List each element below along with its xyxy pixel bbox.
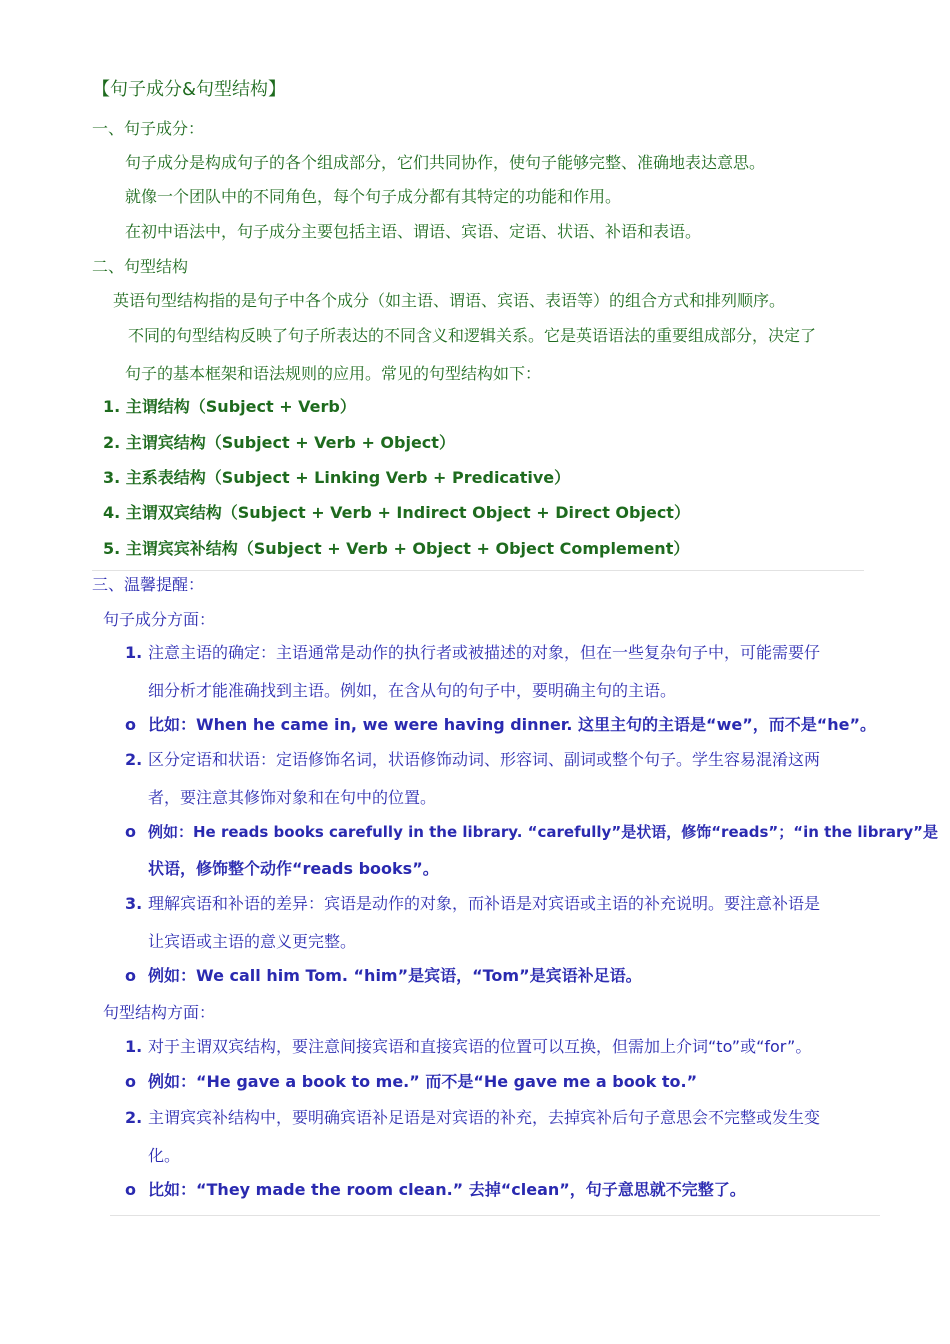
tip1-number: 1. — [125, 643, 143, 662]
sub2-tip2-line-1: 主谓宾宾补结构中，要明确宾语补足语是对宾语的补充，去掉宾补后句子意思会不完整或发生变 — [148, 1108, 821, 1127]
example2-line-1: 例如：He reads books carefully in the library. “carefully”是状语，修饰“reads”；“in the library”是 — [148, 823, 938, 841]
structure-item-2: 2. 主谓宾结构（Subject + Verb + Object） — [103, 433, 455, 452]
tip2-number: 2. — [125, 750, 143, 769]
tip3-number: 3. — [125, 894, 143, 913]
section2-heading: 二、句型结构 — [92, 257, 189, 276]
tip3-line-1: 理解宾语和补语的差异：宾语是动作的对象，而补语是对宾语或主语的补充说明。要注意补语是 — [148, 894, 821, 913]
sub2-example2-bullet: o — [125, 1180, 136, 1199]
divider-bottom — [110, 1215, 880, 1216]
sub2-heading: 句型结构方面： — [103, 1003, 216, 1022]
example3-bullet: o — [125, 966, 136, 985]
example2-line-2: 状语，修饰整个动作“reads books”。 — [148, 859, 439, 878]
structure-item-5: 5. 主谓宾宾补结构（Subject + Verb + Object + Object Complement） — [103, 539, 690, 558]
section3-heading: 三、温馨提醒： — [92, 575, 205, 594]
section2-para-2-line-1: 不同的句型结构反映了句子所表达的不同含义和逻辑关系。它是英语语法的重要组成部分，决定了 — [128, 326, 817, 345]
tip3-line-2: 让宾语或主语的意义更完整。 — [148, 932, 357, 951]
tip1-line-2: 细分析才能准确找到主语。例如，在含从句的句子中，要明确主句的主语。 — [148, 681, 677, 700]
tip2-line-2: 者，要注意其修饰对象和在句中的位置。 — [148, 788, 437, 807]
sub2-tip1: 对于主谓双宾结构，要注意间接宾语和直接宾语的位置可以互换，但需加上介词“to”或“for”。 — [148, 1037, 812, 1056]
example1-bullet: o — [125, 715, 136, 734]
tip1-line-1: 注意主语的确定：主语通常是动作的执行者或被描述的对象，但在一些复杂句子中，可能需要仔 — [148, 643, 821, 662]
section1-heading: 一、句子成分： — [92, 119, 205, 138]
tip2-line-1: 区分定语和状语：定语修饰名词，状语修饰动词、形容词、副词或整个句子。学生容易混淆这两 — [148, 750, 821, 769]
example1: 比如：When he came in, we were having dinner. 这里主句的主语是“we”，而不是“he”。 — [148, 715, 876, 734]
section1-para-3: 在初中语法中，句子成分主要包括主语、谓语、宾语、定语、状语、补语和表语。 — [125, 222, 702, 241]
section2-para-1: 英语句型结构指的是句子中各个成分（如主语、谓语、宾语、表语等）的组合方式和排列顺序。 — [113, 291, 786, 310]
sub2-tip1-number: 1. — [125, 1037, 143, 1056]
sub1-heading: 句子成分方面： — [103, 610, 216, 629]
section1-para-2: 就像一个团队中的不同角色，每个句子成分都有其特定的功能和作用。 — [125, 187, 622, 206]
sub2-tip2-line-2: 化。 — [148, 1146, 181, 1165]
sub2-example1: 例如：“He gave a book to me.” 而不是“He gave me a book to.” — [148, 1072, 698, 1091]
sub2-example2: 比如：“They made the room clean.” 去掉“clean”，句子意思就不完整了。 — [148, 1180, 746, 1199]
example3: 例如：We call him Tom. “him”是宾语，“Tom”是宾语补足语。 — [148, 966, 642, 985]
section2-para-2-line-2: 句子的基本框架和语法规则的应用。常见的句型结构如下： — [125, 364, 542, 383]
section1-para-1: 句子成分是构成句子的各个组成部分，它们共同协作，使句子能够完整、准确地表达意思。 — [125, 153, 766, 172]
divider-top — [92, 570, 864, 571]
structure-item-4: 4. 主谓双宾结构（Subject + Verb + Indirect Object + Direct Object） — [103, 503, 690, 522]
structure-item-3: 3. 主系表结构（Subject + Linking Verb + Predicative） — [103, 468, 571, 487]
structure-item-1: 1. 主谓结构（Subject + Verb） — [103, 397, 356, 416]
sub2-example1-bullet: o — [125, 1072, 136, 1091]
sub2-tip2-number: 2. — [125, 1108, 143, 1127]
page-title: 【句子成分&句型结构】 — [92, 79, 287, 100]
example2-bullet: o — [125, 822, 136, 841]
